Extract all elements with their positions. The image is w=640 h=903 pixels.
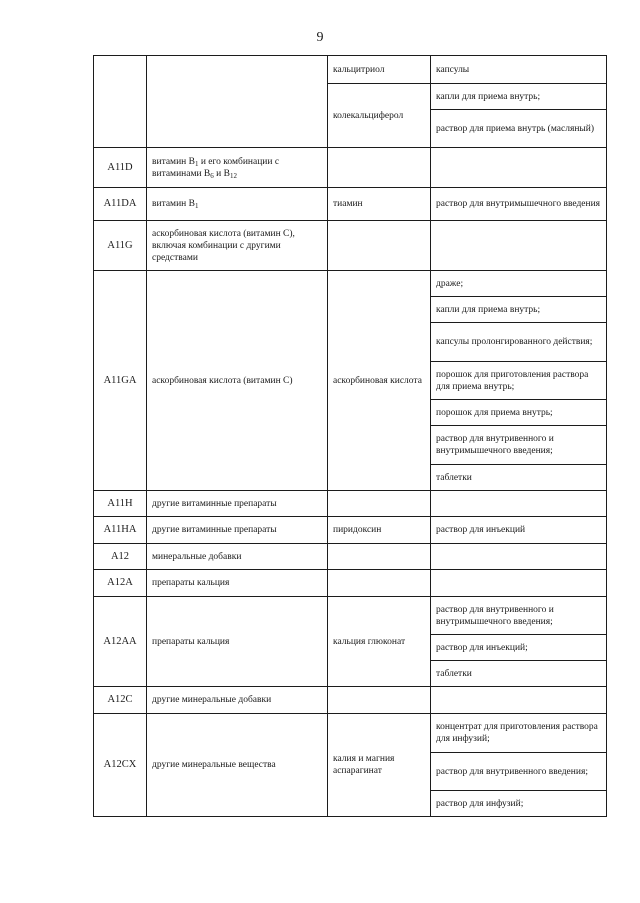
form-cell xyxy=(431,148,607,188)
atc-code: A12A xyxy=(94,570,147,597)
inn-cell xyxy=(328,687,431,714)
form-cell: раствор для внутримышечного введения xyxy=(431,188,607,221)
group-name: витамин $B_1$ и его комбинации с витаминами $B_6$ и $B_{12}$ xyxy=(147,148,328,188)
inn-cell xyxy=(328,221,431,271)
atc-code: A11D xyxy=(94,148,147,188)
atc-code: A12C xyxy=(94,687,147,714)
drug-table xyxy=(93,55,607,817)
group-name: другие минеральные вещества xyxy=(147,714,328,817)
inn-cell: кальцитриол xyxy=(328,56,431,84)
atc-code: A11HA xyxy=(94,517,147,544)
page-number: 9 xyxy=(316,30,324,45)
form-cell: драже; xyxy=(431,271,607,297)
inn-cell: кальция глюконат xyxy=(328,597,431,687)
group-name: другие витаминные препараты xyxy=(147,491,328,517)
atc-code: A11GA xyxy=(94,271,147,491)
form-cell: раствор для внутривенного и внутримышечного введения; xyxy=(431,597,607,635)
form-cell: порошок для приготовления раствора для приема внутрь; xyxy=(431,362,607,400)
form-cell: порошок для приема внутрь; xyxy=(431,400,607,426)
group-name: аскорбиновая кислота (витамин C) xyxy=(147,271,328,491)
inn-cell xyxy=(328,544,431,570)
form-cell: раствор для инъекций xyxy=(431,517,607,544)
form-cell: раствор для внутривенного и внутримышечного введения; xyxy=(431,426,607,465)
group-name: аскорбиновая кислота (витамин C), включая комбинации с другими средствами xyxy=(147,221,328,271)
form-cell xyxy=(431,544,607,570)
form-cell: капли для приема внутрь; xyxy=(431,84,607,110)
group-name: препараты кальция xyxy=(147,597,328,687)
code-cell-empty xyxy=(94,56,147,148)
inn-cell xyxy=(328,570,431,597)
form-cell xyxy=(431,570,607,597)
form-cell: раствор для внутривенного введения; xyxy=(431,753,607,791)
group-name: препараты кальция xyxy=(147,570,328,597)
group-name: минеральные добавки xyxy=(147,544,328,570)
form-cell: раствор для инфузий; xyxy=(431,791,607,817)
form-cell: капсулы пролонгированного действия; xyxy=(431,323,607,362)
group-name: другие минеральные добавки xyxy=(147,687,328,714)
group-cell-empty xyxy=(147,56,328,148)
form-cell: концентрат для приготовления раствора для инфузий; xyxy=(431,714,607,753)
form-cell xyxy=(431,491,607,517)
atc-code: A11G xyxy=(94,221,147,271)
form-cell: раствор для инъекций; xyxy=(431,635,607,661)
form-cell: раствор для приема внутрь (масляный) xyxy=(431,110,607,148)
inn-cell xyxy=(328,491,431,517)
inn-cell: тиамин xyxy=(328,188,431,221)
atc-code: A12AA xyxy=(94,597,147,687)
group-name: витамин $B_1$ xyxy=(147,188,328,221)
form-cell xyxy=(431,687,607,714)
inn-cell: пиридоксин xyxy=(328,517,431,544)
form-cell: таблетки xyxy=(431,465,607,491)
form-cell: таблетки xyxy=(431,661,607,687)
form-cell: капли для приема внутрь; xyxy=(431,297,607,323)
form-cell: капсулы xyxy=(431,56,607,84)
atc-code: A12 xyxy=(94,544,147,570)
atc-code: A11H xyxy=(94,491,147,517)
atc-code: A12CX xyxy=(94,714,147,817)
inn-cell: колекальциферол xyxy=(328,84,431,148)
group-name: другие витаминные препараты xyxy=(147,517,328,544)
form-cell xyxy=(431,221,607,271)
inn-cell: аскорбиновая кислота xyxy=(328,271,431,491)
atc-code: A11DA xyxy=(94,188,147,221)
inn-cell xyxy=(328,148,431,188)
inn-cell: калия и магния аспарагинат xyxy=(328,714,431,817)
